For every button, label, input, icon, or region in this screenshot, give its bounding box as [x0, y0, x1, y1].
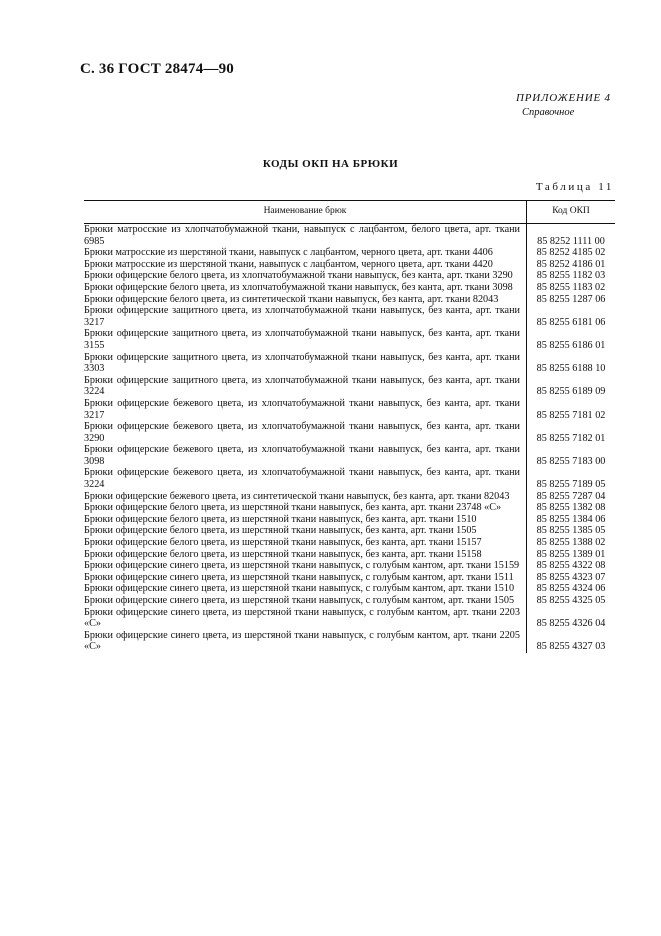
okp-code-cell: 85 8255 1287 06 [527, 294, 616, 306]
column-header-code: Код ОКП [527, 201, 616, 224]
table-row [84, 294, 615, 306]
table-row [84, 444, 615, 467]
okp-code-cell: 85 8255 7183 00 [527, 444, 616, 467]
okp-code-cell: 85 8252 1111 00 [527, 224, 616, 248]
trousers-name-cell: Брюки офицерские белого цвета, из шерстяной ткани навыпуск, без канта, арт. ткани 15157 [84, 537, 482, 549]
okp-code-cell: 85 8255 4322 08 [527, 560, 616, 572]
trousers-name-cell: Брюки офицерские бежевого цвета, из хлопчатобумажной ткани навыпуск, без канта, арт. ткани 3217 [84, 397, 520, 421]
trousers-name-cell: Брюки офицерские белого цвета, из хлопчатобумажной ткани навыпуск, без канта, арт. ткани 3098 [84, 281, 513, 293]
table-row [84, 630, 615, 653]
table-row [84, 583, 615, 595]
trousers-name-cell: Брюки офицерские белого цвета, из синтетической ткани навыпуск, без канта, арт. ткани 82043 [84, 293, 499, 305]
okp-code-cell: 85 8255 1388 02 [527, 537, 616, 549]
table-row [84, 421, 615, 444]
trousers-name-cell: Брюки офицерские белого цвета, из шерстяной ткани навыпуск, без канта, арт. ткани 15158 [84, 548, 482, 560]
trousers-name-cell: Брюки офицерские белого цвета, из хлопчатобумажной ткани навыпуск, без канта, арт. ткани 3290 [84, 270, 513, 282]
okp-code-cell: 85 8255 6188 10 [527, 352, 616, 375]
okp-code-cell: 85 8255 4325 05 [527, 595, 616, 607]
trousers-name-cell: Брюки офицерские синего цвета, из шерстяной ткани навыпуск, с голубым кантом, арт. ткани 15159 [84, 560, 520, 572]
table-row [84, 514, 615, 526]
table-row [84, 537, 615, 549]
trousers-name-cell: Брюки офицерские защитного цвета, из хлопчатобумажной ткани навыпуск, без канта, арт. ткани 3217 [84, 305, 520, 328]
okp-code-cell: 85 8252 4186 01 [527, 259, 616, 271]
okp-code-cell: 85 8255 6181 06 [527, 305, 616, 328]
table-row [84, 560, 615, 572]
trousers-name-cell: Брюки офицерские белого цвета, из шерстяной ткани навыпуск, без канта, арт. ткани 23748 «С» [84, 502, 502, 514]
trousers-name-cell: Брюки офицерские бежевого цвета, из хлопчатобумажной ткани навыпуск, без канта, арт. ткани 3224 [84, 467, 520, 491]
trousers-name-cell: Брюки офицерские белого цвета, из шерстяной ткани навыпуск, без канта, арт. ткани 1505 [84, 525, 477, 537]
table-row [84, 305, 615, 328]
okp-code-cell: 85 8255 7181 02 [527, 398, 616, 421]
trousers-name-cell: Брюки офицерские синего цвета, из шерстяной ткани навыпуск, с голубым кантом, арт. ткани 2205 «С» [84, 629, 520, 653]
table-row [84, 247, 615, 259]
table-row [84, 375, 615, 398]
okp-code-cell: 85 8255 7182 01 [527, 421, 616, 444]
okp-code-cell: 85 8255 4323 07 [527, 572, 616, 584]
okp-code-cell: 85 8255 4324 06 [527, 583, 616, 595]
okp-code-cell: 85 8255 6189 09 [527, 375, 616, 398]
table-row [84, 398, 615, 421]
okp-code-cell: 85 8255 1183 02 [527, 282, 616, 294]
appendix-subtitle: Справочное [522, 107, 575, 118]
table-row [84, 224, 615, 248]
trousers-name-cell: Брюки офицерские бежевого цвета, из хлопчатобумажной ткани навыпуск, без канта, арт. ткани 3098 [84, 444, 520, 467]
document-title: КОДЫ ОКП НА БРЮКИ [262, 158, 399, 170]
okp-code-cell: 85 8255 7287 04 [527, 491, 616, 503]
table-body [84, 224, 615, 653]
table-row [84, 259, 615, 271]
trousers-name-cell: Брюки матросские из шерстяной ткани, навыпуск с лацбантом, черного цвета, арт. ткани 4420 [84, 258, 493, 270]
okp-code-cell: 85 8255 1384 06 [527, 514, 616, 526]
trousers-name-cell: Брюки офицерские синего цвета, из шерстяной ткани навыпуск, с голубым кантом, арт. ткани 1511 [84, 571, 514, 583]
table-row [84, 328, 615, 351]
trousers-name-cell: Брюки офицерские бежевого цвета, из хлопчатобумажной ткани навыпуск, без канта, арт. ткани 3290 [84, 421, 520, 444]
table-label: Таблица 11 [535, 181, 614, 193]
okp-code-cell: 85 8255 1385 05 [527, 525, 616, 537]
trousers-name-cell: Брюки матросские из шерстяной ткани, навыпуск с лацбантом, черного цвета, арт. ткани 4406 [84, 247, 493, 259]
okp-code-cell: 85 8255 4326 04 [527, 607, 616, 630]
okp-code-cell: 85 8255 1382 08 [527, 502, 616, 514]
table-row [84, 352, 615, 375]
okp-code-cell: 85 8255 4327 03 [527, 630, 616, 653]
trousers-name-cell: Брюки офицерские защитного цвета, из хлопчатобумажной ткани навыпуск, без канта, арт. ткани 3303 [84, 351, 520, 375]
page-header: С. 36 ГОСТ 28474—90 [80, 61, 234, 77]
okp-code-cell: 85 8255 6186 01 [527, 328, 616, 351]
table-row [84, 282, 615, 294]
okp-code-cell: 85 8255 7189 05 [527, 467, 616, 490]
table-header-row [84, 201, 615, 224]
table-row [84, 270, 615, 282]
okp-code-cell: 85 8252 4185 02 [527, 247, 616, 259]
table-row [84, 525, 615, 537]
trousers-name-cell: Брюки офицерские защитного цвета, из хлопчатобумажной ткани навыпуск, без канта, арт. ткани 3224 [84, 374, 520, 398]
trousers-name-cell: Брюки офицерские белого цвета, из шерстяной ткани навыпуск, без канта, арт. ткани 1510 [84, 513, 477, 525]
table-row [84, 491, 615, 503]
trousers-name-cell: Брюки офицерские бежевого цвета, из синтетической ткани навыпуск, без канта, арт. ткани 82043 [84, 490, 510, 502]
trousers-name-cell: Брюки офицерские синего цвета, из шерстяной ткани навыпуск, с голубым кантом, арт. ткани 2203 «С» [84, 606, 520, 630]
okp-codes-table [84, 200, 615, 653]
table-row [84, 595, 615, 607]
table-row [84, 467, 615, 490]
table-row [84, 549, 615, 561]
table-row [84, 572, 615, 584]
appendix-block [516, 92, 616, 118]
okp-code-cell: 85 8255 1389 01 [527, 549, 616, 561]
appendix-title: ПРИЛОЖЕНИЕ 4 [516, 92, 611, 104]
trousers-name-cell: Брюки матросские из хлопчатобумажной ткани, навыпуск с лацбантом, белого цвета, арт. ткани 6985 [84, 224, 520, 247]
column-header-name: Наименование брюк [84, 201, 527, 224]
table-row [84, 502, 615, 514]
trousers-name-cell: Брюки офицерские синего цвета, из шерстяной ткани навыпуск, с голубым кантом, арт. ткани 1505 [84, 595, 515, 606]
trousers-name-cell: Брюки офицерские синего цвета, из шерстяной ткани навыпуск, с голубым кантом, арт. ткани 1510 [84, 583, 515, 595]
table-row [84, 607, 615, 630]
trousers-name-cell: Брюки офицерские защитного цвета, из хлопчатобумажной ткани навыпуск, без канта, арт. ткани 3155 [84, 328, 520, 351]
okp-code-cell: 85 8255 1182 03 [527, 270, 616, 282]
